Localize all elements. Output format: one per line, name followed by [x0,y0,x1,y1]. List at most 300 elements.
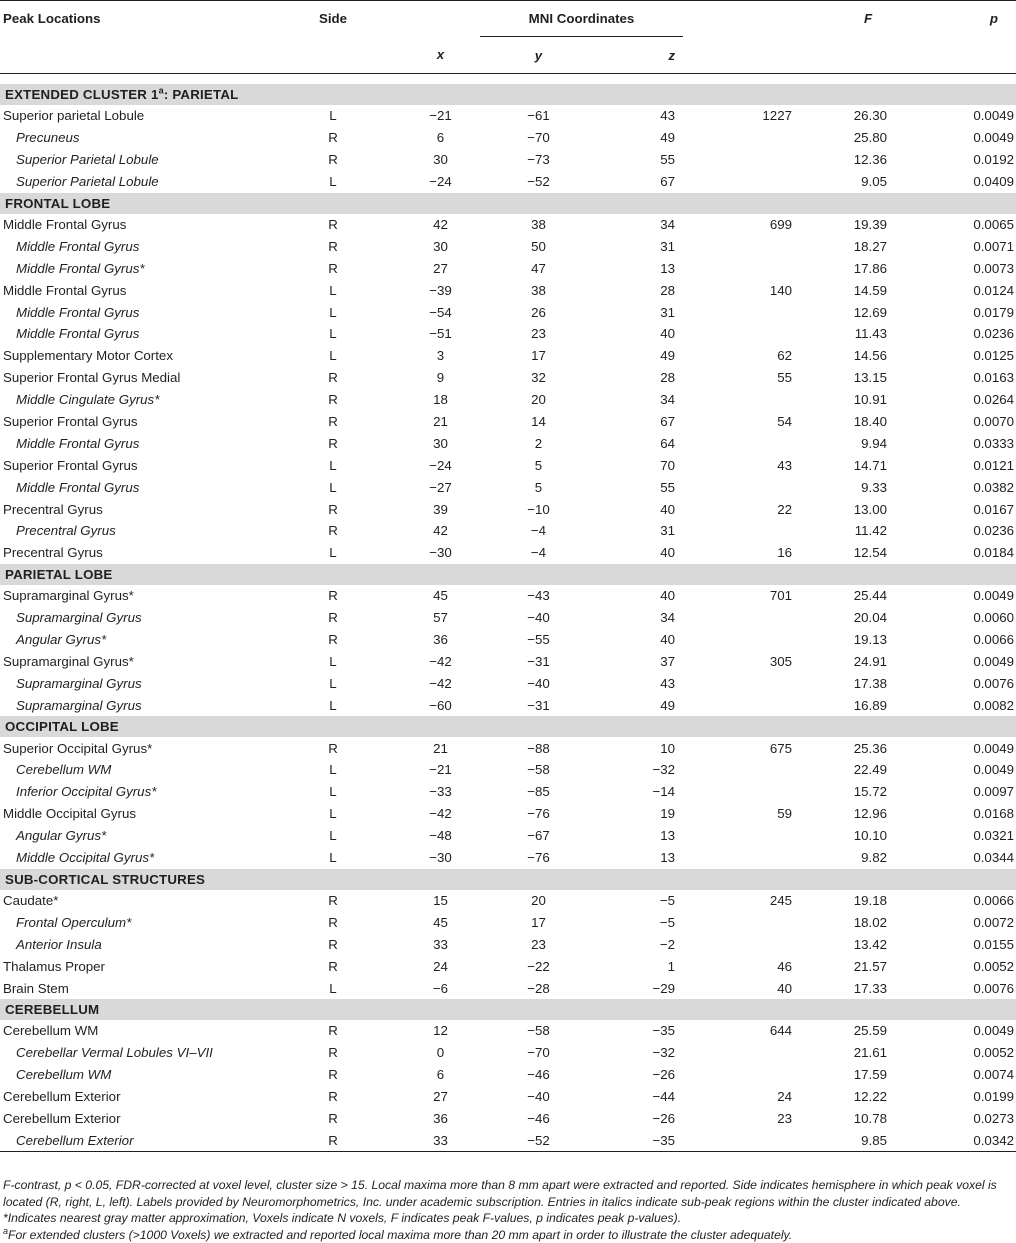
footnote-a-marker: a [3,1225,8,1235]
header-gap [0,74,1016,85]
table-row [0,235,1016,257]
cell-f: 24.91 [820,650,916,672]
cell-voxels: 22 [683,498,820,520]
cell-side: R [285,1108,381,1130]
cell-z: 67 [597,171,683,193]
cell-x: 45 [381,911,480,933]
cell-side: L [285,672,381,694]
section-title [0,564,1016,585]
cell-z: −2 [597,933,683,955]
cell-x: 42 [381,214,480,236]
cell-side: R [285,149,381,171]
cell-y: 20 [480,890,597,912]
header-side: Side [285,1,381,37]
cell-peak-location: Middle Occipital Gyrus [0,803,285,825]
cell-side: L [285,171,381,193]
cell-voxels: 699 [683,214,820,236]
cell-peak-location: Middle Frontal Gyrus [0,301,285,323]
cell-p: 0.0342 [916,1129,1016,1151]
cell-p: 0.0074 [916,1064,1016,1086]
footnote-a [3,1227,1013,1243]
cell-y: −31 [480,650,597,672]
cell-voxels: 62 [683,345,820,367]
header-blank-4 [820,37,916,74]
cell-voxels: 245 [683,890,820,912]
cell-y: −76 [480,847,597,869]
cell-peak-location: Precentral Gyrus [0,520,285,542]
table-row [0,1108,1016,1130]
header-mni-coordinates: MNI Coordinates [480,1,683,37]
cell-y: −43 [480,585,597,607]
cell-voxels [683,476,820,498]
cell-voxels: 55 [683,367,820,389]
cell-y: 47 [480,257,597,279]
cell-p: 0.0082 [916,694,1016,716]
cell-z: −26 [597,1064,683,1086]
cell-peak-location: Frontal Operculum* [0,911,285,933]
cell-peak-location: Middle Frontal Gyrus [0,323,285,345]
cell-z: 70 [597,454,683,476]
table-row [0,520,1016,542]
cell-f: 25.44 [820,585,916,607]
cell-peak-location: Supramarginal Gyrus* [0,650,285,672]
cell-peak-location: Thalamus Proper [0,955,285,977]
table-row [0,149,1016,171]
cell-y: −76 [480,803,597,825]
table-row [0,301,1016,323]
cell-p: 0.0167 [916,498,1016,520]
cell-z: 31 [597,235,683,257]
cell-y: −40 [480,607,597,629]
section-title-main: FRONTAL LOBE [5,196,110,211]
cell-p: 0.0236 [916,323,1016,345]
cell-peak-location: Cerebellar Vermal Lobules VI–VII [0,1042,285,1064]
cell-x: 42 [381,520,480,542]
cell-f: 12.69 [820,301,916,323]
cell-z: 13 [597,847,683,869]
cell-side: R [285,214,381,236]
cell-z: 40 [597,542,683,564]
table-row [0,127,1016,149]
cell-z: −29 [597,977,683,999]
cell-f: 17.38 [820,672,916,694]
cell-voxels [683,1042,820,1064]
cell-voxels [683,171,820,193]
table-row [0,1064,1016,1086]
cell-side: L [285,323,381,345]
cell-f: 14.59 [820,279,916,301]
cell-side: R [285,520,381,542]
table-row [0,498,1016,520]
table-row [0,847,1016,869]
cell-side: L [285,781,381,803]
cell-z: 40 [597,323,683,345]
table-row [0,476,1016,498]
section-header [0,193,1016,214]
cell-side: L [285,345,381,367]
cell-y: −61 [480,105,597,127]
cell-voxels [683,235,820,257]
cell-z: −5 [597,911,683,933]
cell-side: R [285,432,381,454]
cell-z: 28 [597,279,683,301]
cell-p: 0.0052 [916,955,1016,977]
cell-peak-location: Supramarginal Gyrus [0,694,285,716]
cell-p: 0.0199 [916,1086,1016,1108]
cell-peak-location: Superior Frontal Gyrus [0,411,285,433]
cell-f: 10.78 [820,1108,916,1130]
cell-z: 34 [597,214,683,236]
cell-side: R [285,1064,381,1086]
table-row [0,781,1016,803]
cell-peak-location: Supplementary Motor Cortex [0,345,285,367]
cell-x: −51 [381,323,480,345]
cell-p: 0.0071 [916,235,1016,257]
cell-p: 0.0409 [916,171,1016,193]
table-row [0,279,1016,301]
cell-side: L [285,759,381,781]
cell-peak-location: Middle Occipital Gyrus* [0,847,285,869]
cell-side: R [285,955,381,977]
section-title [0,193,1016,214]
cell-f: 19.18 [820,890,916,912]
cell-peak-location: Middle Frontal Gyrus [0,235,285,257]
section-title-main: OCCIPITAL LOBE [5,719,119,734]
cell-f: 10.91 [820,389,916,411]
header-blank-1 [0,37,285,74]
cell-voxels [683,933,820,955]
cell-x: 30 [381,235,480,257]
cell-f: 17.59 [820,1064,916,1086]
cell-y: 50 [480,235,597,257]
cell-p: 0.0049 [916,127,1016,149]
cell-peak-location: Superior Occipital Gyrus* [0,737,285,759]
cell-f: 12.96 [820,803,916,825]
cell-y: 26 [480,301,597,323]
cell-f: 22.49 [820,759,916,781]
cell-f: 9.94 [820,432,916,454]
cell-voxels [683,694,820,716]
cell-f: 9.05 [820,171,916,193]
cell-side: L [285,825,381,847]
cell-x: −33 [381,781,480,803]
cell-voxels: 43 [683,454,820,476]
cell-x: −42 [381,803,480,825]
cell-peak-location: Superior Parietal Lobule [0,149,285,171]
cell-y: 32 [480,367,597,389]
cell-p: 0.0049 [916,1020,1016,1042]
cell-f: 12.22 [820,1086,916,1108]
cell-peak-location: Inferior Occipital Gyrus* [0,781,285,803]
cell-x: 21 [381,737,480,759]
table-row [0,933,1016,955]
cell-y: −10 [480,498,597,520]
cell-p: 0.0076 [916,977,1016,999]
cell-p: 0.0273 [916,1108,1016,1130]
cell-voxels [683,607,820,629]
cell-y: 5 [480,476,597,498]
cell-p: 0.0264 [916,389,1016,411]
cell-side: R [285,890,381,912]
cell-voxels: 140 [683,279,820,301]
cell-peak-location: Middle Frontal Gyrus [0,432,285,454]
header-blank-2 [285,37,381,74]
cell-side: R [285,498,381,520]
cell-z: 49 [597,345,683,367]
table-row [0,585,1016,607]
table-row [0,257,1016,279]
cell-peak-location: Precuneus [0,127,285,149]
cell-x: 36 [381,629,480,651]
cell-p: 0.0049 [916,585,1016,607]
cell-p: 0.0168 [916,803,1016,825]
cell-peak-location: Supramarginal Gyrus [0,672,285,694]
cell-p: 0.0049 [916,105,1016,127]
table-row [0,411,1016,433]
cell-p: 0.0179 [916,301,1016,323]
cell-x: 33 [381,933,480,955]
cell-f: 11.43 [820,323,916,345]
cell-f: 21.61 [820,1042,916,1064]
cell-peak-location: Cerebellum WM [0,1020,285,1042]
cell-voxels [683,825,820,847]
cell-x: 57 [381,607,480,629]
cell-x: −42 [381,650,480,672]
footnote-asterisk: *Indicates nearest gray matter approximation, Voxels indicate N voxels, F indicates peak F-values, p indicates peak p-values). [3,1210,1013,1227]
header-p-label: p [990,11,998,26]
cell-z: 28 [597,367,683,389]
table-row [0,825,1016,847]
table-body [0,74,1016,1152]
cell-x: 33 [381,1129,480,1151]
header-f-label: F [864,11,872,26]
cell-side: R [285,257,381,279]
cell-side: R [285,1020,381,1042]
cell-peak-location: Middle Frontal Gyrus [0,279,285,301]
cell-z: −32 [597,1042,683,1064]
cell-p: 0.0076 [916,672,1016,694]
cell-peak-location: Cerebellum Exterior [0,1108,285,1130]
cell-f: 25.59 [820,1020,916,1042]
cell-side: R [285,389,381,411]
cell-z: −5 [597,890,683,912]
cell-voxels [683,759,820,781]
cell-voxels: 16 [683,542,820,564]
cell-y: −88 [480,737,597,759]
cell-peak-location: Middle Frontal Gyrus [0,476,285,498]
cell-side: L [285,454,381,476]
cell-side: R [285,367,381,389]
cell-p: 0.0124 [916,279,1016,301]
section-title-rest: : PARIETAL [164,87,239,102]
cell-f: 13.42 [820,933,916,955]
cell-z: 49 [597,127,683,149]
header-z-label: z [668,48,675,63]
cell-peak-location: Middle Frontal Gyrus* [0,257,285,279]
cell-f: 18.40 [820,411,916,433]
table-row [0,629,1016,651]
cell-x: 15 [381,890,480,912]
cell-f: 9.85 [820,1129,916,1151]
section-title-main: SUB-CORTICAL STRUCTURES [5,872,205,887]
cell-z: 49 [597,694,683,716]
cell-voxels: 1227 [683,105,820,127]
cell-voxels: 54 [683,411,820,433]
cell-side: R [285,1086,381,1108]
cell-z: −26 [597,1108,683,1130]
cell-z: 13 [597,257,683,279]
cell-z: 55 [597,476,683,498]
cell-voxels [683,911,820,933]
cell-y: −40 [480,1086,597,1108]
cell-side: R [285,737,381,759]
cell-side: R [285,585,381,607]
cell-x: 30 [381,149,480,171]
cell-p: 0.0163 [916,367,1016,389]
cell-peak-location: Brain Stem [0,977,285,999]
section-title [0,869,1016,890]
cell-p: 0.0321 [916,825,1016,847]
table-row [0,345,1016,367]
cell-side: L [285,650,381,672]
cell-voxels [683,301,820,323]
cell-y: 23 [480,323,597,345]
cell-x: −6 [381,977,480,999]
cell-f: 19.13 [820,629,916,651]
cell-voxels: 701 [683,585,820,607]
cell-x: 27 [381,1086,480,1108]
cell-voxels [683,781,820,803]
cell-y: −55 [480,629,597,651]
section-header [0,716,1016,737]
cell-p: 0.0060 [916,607,1016,629]
header-blank-3 [683,37,820,74]
cell-y: −28 [480,977,597,999]
cell-voxels: 40 [683,977,820,999]
cell-z: 34 [597,607,683,629]
cell-y: −70 [480,1042,597,1064]
cell-x: −30 [381,847,480,869]
cell-y: −52 [480,171,597,193]
cell-z: 1 [597,955,683,977]
cell-peak-location: Cerebellum WM [0,1064,285,1086]
cell-side: L [285,803,381,825]
table-row [0,171,1016,193]
header-x-label: x [437,47,444,62]
cell-side: R [285,127,381,149]
cell-voxels [683,520,820,542]
cell-voxels [683,1129,820,1151]
cell-z: −35 [597,1020,683,1042]
cell-voxels: 305 [683,650,820,672]
cell-f: 16.89 [820,694,916,716]
table-row [0,105,1016,127]
table-row [0,694,1016,716]
table-row [0,650,1016,672]
cell-p: 0.0072 [916,911,1016,933]
cell-f: 14.71 [820,454,916,476]
cell-peak-location: Angular Gyrus* [0,825,285,847]
header-y [480,37,597,74]
cell-x: 39 [381,498,480,520]
cell-y: −40 [480,672,597,694]
table-row [0,803,1016,825]
cell-p: 0.0070 [916,411,1016,433]
cell-x: 9 [381,367,480,389]
cell-x: 12 [381,1020,480,1042]
cell-p: 0.0192 [916,149,1016,171]
cell-p: 0.0066 [916,629,1016,651]
cell-p: 0.0236 [916,520,1016,542]
cell-y: −4 [480,542,597,564]
cell-x: 3 [381,345,480,367]
cell-x: 36 [381,1108,480,1130]
cell-p: 0.0065 [916,214,1016,236]
cell-peak-location: Superior Frontal Gyrus Medial [0,367,285,389]
cell-peak-location: Cerebellum Exterior [0,1086,285,1108]
table-row [0,737,1016,759]
cell-side: L [285,977,381,999]
cell-y: −70 [480,127,597,149]
cell-peak-location: Supramarginal Gyrus [0,607,285,629]
table-row [0,214,1016,236]
section-title-main: PARIETAL LOBE [5,567,113,582]
cell-z: 10 [597,737,683,759]
cell-z: 43 [597,105,683,127]
cell-voxels [683,127,820,149]
cell-peak-location: Anterior Insula [0,933,285,955]
cell-side: L [285,476,381,498]
cell-side: R [285,911,381,933]
cell-f: 12.36 [820,149,916,171]
cell-f: 17.33 [820,977,916,999]
header-x [381,37,480,74]
section-title-main: EXTENDED CLUSTER 1 [5,87,159,102]
cell-voxels: 46 [683,955,820,977]
cell-f: 11.42 [820,520,916,542]
cell-y: −58 [480,759,597,781]
cell-p: 0.0097 [916,781,1016,803]
cell-peak-location: Precentral Gyrus [0,498,285,520]
cell-x: −21 [381,105,480,127]
table-row [0,1042,1016,1064]
cell-x: 24 [381,955,480,977]
table-row [0,432,1016,454]
cell-f: 21.57 [820,955,916,977]
cell-z: −35 [597,1129,683,1151]
header-mni-left-gap [381,1,480,37]
cell-y: −67 [480,825,597,847]
cell-y: 20 [480,389,597,411]
cell-peak-location: Superior Parietal Lobule [0,171,285,193]
cell-z: 13 [597,825,683,847]
footnote-contrast: F-contrast, p < 0.05, FDR-corrected at voxel level, cluster size > 15. Local maxima more than 8 mm apart were extracted and reported. Side indicates hemisphere in which peak voxel is located (R, right, L, left). Labels provided by Neuromorphometrics, Inc. under academic subscription. Entries in italics indicate sub-peak regions within the cluster indicated above. [3,1177,1013,1210]
cell-side: L [285,694,381,716]
cell-f: 9.33 [820,476,916,498]
cell-y: 38 [480,279,597,301]
cell-side: R [285,1042,381,1064]
cell-peak-location: Supramarginal Gyrus* [0,585,285,607]
cell-x: 18 [381,389,480,411]
cell-voxels [683,432,820,454]
cell-p: 0.0184 [916,542,1016,564]
cell-side: R [285,235,381,257]
cell-x: −21 [381,759,480,781]
table-row [0,672,1016,694]
cell-y: −22 [480,955,597,977]
cell-f: 17.86 [820,257,916,279]
cell-voxels [683,1064,820,1086]
